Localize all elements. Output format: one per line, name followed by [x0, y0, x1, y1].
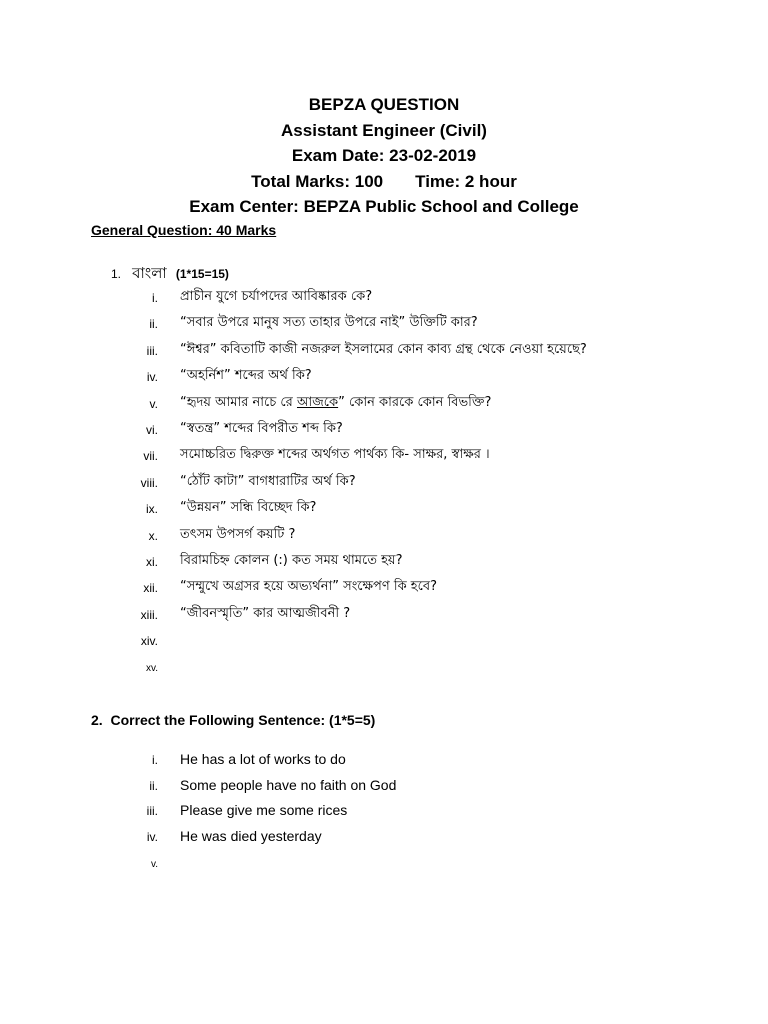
question-item: [0, 525, 768, 551]
total-marks: Total Marks: 100: [251, 171, 384, 191]
question-text: “অহর্নিশ” শব্দের অর্থ কি?: [180, 368, 312, 384]
question-item: [0, 287, 768, 313]
question-item: [0, 630, 768, 656]
section-1-heading: [111, 262, 229, 287]
question-item: [0, 340, 768, 366]
underlined-word: আজকে: [296, 394, 339, 410]
question-text-part: “হৃদয় আমার নাচে রে: [180, 394, 297, 410]
question-number: xiv.: [140, 634, 158, 649]
section-1-question-list: [0, 287, 768, 683]
question-item: [0, 313, 768, 339]
question-number: iii.: [146, 804, 158, 819]
question-number: v.: [150, 858, 158, 870]
exam-center: Exam Center: BEPZA Public School and College: [189, 197, 579, 217]
question-text: “সম্মুখে অগ্রসর হয়ে অভ্যর্থনা” সংক্ষেপণ কি হবে?: [180, 579, 438, 595]
question-number: iv.: [146, 830, 158, 845]
question-number: ix.: [146, 502, 158, 517]
question-number: ii.: [149, 778, 158, 793]
question-text: “উন্নয়ন” সন্ধি বিচ্ছেদ কি?: [180, 500, 317, 516]
question-number: xi.: [146, 554, 158, 569]
question-text: “ঠোঁট কাটা” বাগধারাটির অর্থ কি?: [180, 473, 356, 489]
question-text-part: ” কোন কারকে কোন বিভক্তি?: [338, 394, 492, 410]
question-number: xiii.: [140, 607, 158, 622]
question-item: [0, 577, 768, 603]
question-text: He has a lot of works to do: [180, 751, 346, 767]
question-text: “স্বতন্ত্র” শব্দের বিপরীত শব্দ কি?: [180, 420, 343, 436]
question-item: [0, 472, 768, 498]
question-text: সমোচ্চরিত দ্বিরুক্ত শব্দের অর্থগত পার্থক্য কি- সাক্ষর, স্বাক্ষর ।: [180, 447, 490, 463]
question-item: [0, 419, 768, 445]
marks-time-line: [0, 169, 768, 195]
question-number: iv.: [146, 370, 158, 385]
question-item: [0, 445, 768, 471]
section-1-number: 1.: [111, 267, 122, 281]
question-text: তৎসম উপসর্গ কয়টি ?: [180, 526, 296, 542]
general-question-heading: General Question: 40 Marks: [91, 222, 277, 238]
question-item: [0, 393, 768, 419]
question-item: [0, 750, 768, 776]
exam-date: Exam Date: 23-02-2019: [291, 146, 477, 166]
question-number: iii.: [146, 343, 158, 358]
question-item: [0, 827, 768, 853]
question-item: [0, 656, 768, 682]
question-number: i.: [152, 753, 158, 767]
question-item: [0, 604, 768, 630]
question-number: vi.: [146, 422, 158, 437]
question-text: প্রাচীন যুগে চর্যাপদের আবিষ্কারক কে?: [180, 289, 373, 304]
question-number: xii.: [143, 581, 158, 596]
exam-title: BEPZA QUESTION: [308, 95, 460, 114]
question-item: [0, 801, 768, 827]
exam-post: Assistant Engineer (Civil): [281, 120, 487, 140]
question-number: ii.: [149, 317, 158, 332]
question-number: viii.: [140, 475, 158, 490]
section-1-title: বাংলা: [132, 264, 167, 282]
section-1-marks: (1*15=15): [175, 267, 229, 281]
exam-time: Time: 2 hour: [415, 171, 517, 191]
question-item: [0, 853, 768, 879]
question-text: He was died yesterday: [180, 828, 322, 845]
section-2-question-list: [0, 750, 768, 878]
section-2-heading: 2. Correct the Following Sentence: (1*5=5): [91, 712, 376, 728]
question-text: “সবার উপরে মানুষ সত্য তাহার উপরে নাই” উক্তিটি কার?: [180, 315, 478, 331]
question-item: [0, 366, 768, 392]
question-text: Some people have no faith on God: [180, 776, 397, 793]
question-text: “ঈশ্বর” কবিতাটি কাজী নজরুল ইসলামের কোন কাব্য গ্রন্থ থেকে নেওয়া হয়েছে?: [180, 341, 587, 357]
question-item: [0, 498, 768, 524]
question-number: vii.: [143, 449, 158, 464]
exam-header: [0, 92, 768, 220]
question-text: [180, 393, 491, 414]
question-text: “জীবনস্মৃতি” কার আত্মজীবনী ?: [180, 605, 351, 621]
question-number: x.: [148, 528, 158, 543]
question-text: বিরামচিহ্ন কোলন (:) কত সময় থামতে হয়?: [180, 552, 403, 568]
question-item: [0, 551, 768, 577]
question-number: xv.: [145, 663, 158, 675]
question-item: [0, 776, 768, 802]
question-number: v.: [149, 396, 158, 411]
question-number: i.: [152, 291, 158, 305]
question-text: Please give me some rices: [180, 802, 348, 819]
